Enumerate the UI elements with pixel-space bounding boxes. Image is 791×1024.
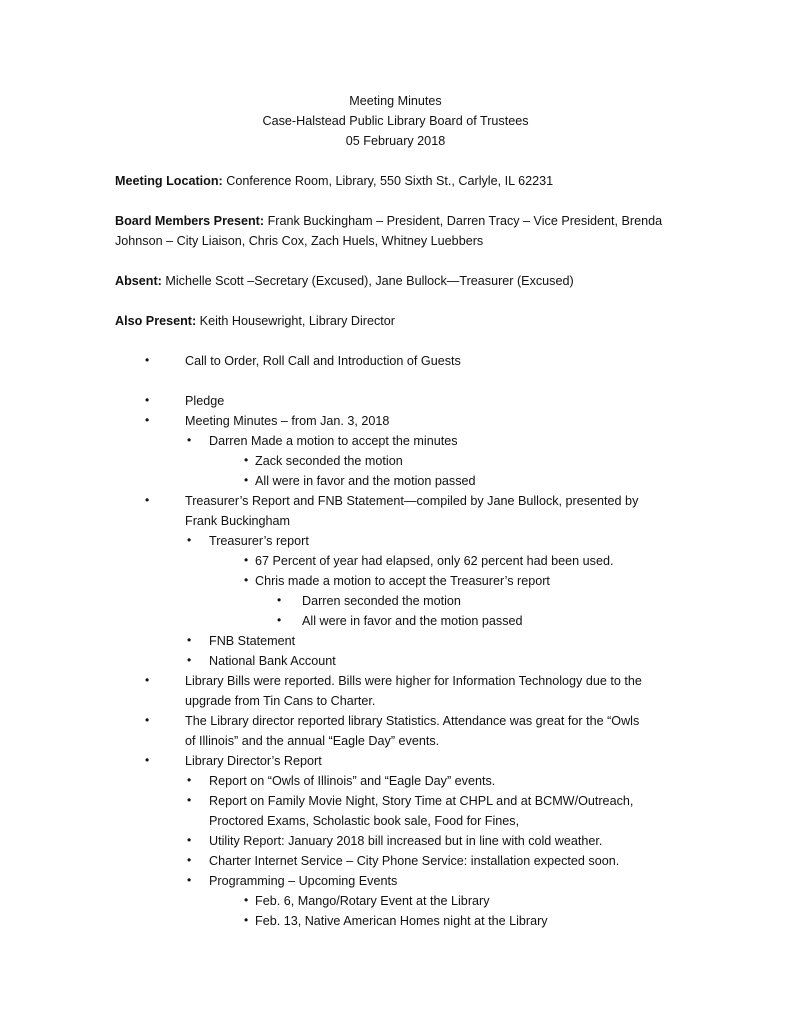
bullet-icon: • bbox=[187, 773, 192, 787]
agenda-item: of Illinois” and the annual “Eagle Day” events. bbox=[185, 734, 440, 748]
agenda-item: Library Bills were reported. Bills were higher for Information Technology due to the bbox=[185, 674, 642, 688]
bullet-icon: • bbox=[244, 453, 249, 467]
agenda-item: Feb. 13, Native American Homes night at the Library bbox=[255, 914, 548, 928]
agenda-item: Treasurer’s Report and FNB Statement—compiled by Jane Bullock, presented by bbox=[185, 494, 639, 508]
bullet-icon: • bbox=[277, 613, 282, 627]
bullet-icon: • bbox=[145, 353, 150, 367]
bullet-icon: • bbox=[187, 873, 192, 887]
members-present bbox=[115, 214, 662, 228]
absent-members bbox=[115, 274, 574, 288]
bullet-icon: • bbox=[145, 753, 150, 767]
present-label: Board Members Present: bbox=[115, 214, 265, 228]
also-present-label: Also Present: bbox=[115, 314, 197, 328]
bullet-icon: • bbox=[244, 553, 249, 567]
meeting-location bbox=[115, 174, 553, 188]
absent-label: Absent: bbox=[115, 274, 162, 288]
bullet-icon: • bbox=[187, 793, 192, 807]
agenda-item: Utility Report: January 2018 bill increased but in line with cold weather. bbox=[209, 834, 603, 848]
agenda-item: Frank Buckingham bbox=[185, 514, 290, 528]
bullet-icon: • bbox=[277, 593, 282, 607]
bullet-icon: • bbox=[187, 433, 192, 447]
agenda-item: All were in favor and the motion passed bbox=[302, 614, 523, 628]
agenda-item: upgrade from Tin Cans to Charter. bbox=[185, 694, 376, 708]
also-present bbox=[115, 314, 395, 328]
bullet-icon: • bbox=[187, 833, 192, 847]
bullet-icon: • bbox=[187, 653, 192, 667]
location-label: Meeting Location: bbox=[115, 174, 223, 188]
bullet-icon: • bbox=[145, 673, 150, 687]
bullet-icon: • bbox=[187, 853, 192, 867]
agenda-item: National Bank Account bbox=[209, 654, 336, 668]
also-present-value: Keith Housewright, Library Director bbox=[196, 314, 395, 328]
present-value: Frank Buckingham – President, Darren Tracy – Vice President, Brenda bbox=[264, 214, 663, 228]
bullet-icon: • bbox=[187, 533, 192, 547]
bullet-icon: • bbox=[145, 413, 150, 427]
agenda-item: The Library director reported library Statistics. Attendance was great for the “Owls bbox=[185, 714, 640, 728]
bullet-icon: • bbox=[244, 473, 249, 487]
agenda-item: Pledge bbox=[185, 394, 225, 408]
agenda-item: Feb. 6, Mango/Rotary Event at the Library bbox=[255, 894, 490, 908]
meeting-date: 05 February 2018 bbox=[345, 134, 446, 148]
agenda-item: Proctored Exams, Scholastic book sale, Food for Fines, bbox=[209, 814, 520, 828]
agenda-item: Report on “Owls of Illinois” and “Eagle Day” events. bbox=[209, 774, 496, 788]
bullet-icon: • bbox=[145, 713, 150, 727]
absent-value: Michelle Scott –Secretary (Excused), Jane Bullock—Treasurer (Excused) bbox=[161, 274, 574, 288]
agenda-item: Report on Family Movie Night, Story Time at CHPL and at BCMW/Outreach, bbox=[209, 794, 634, 808]
bullet-icon: • bbox=[244, 573, 249, 587]
agenda-item: Library Director’s Report bbox=[185, 754, 322, 768]
members-present-cont: Johnson – City Liaison, Chris Cox, Zach Huels, Whitney Luebbers bbox=[115, 234, 484, 248]
agenda-item: Zack seconded the motion bbox=[255, 454, 403, 468]
bullet-icon: • bbox=[145, 393, 150, 407]
organization-name: Case-Halstead Public Library Board of Trustees bbox=[262, 114, 529, 128]
bullet-icon: • bbox=[244, 893, 249, 907]
agenda-item: FNB Statement bbox=[209, 634, 296, 648]
location-value: Conference Room, Library, 550 Sixth St., Carlyle, IL 62231 bbox=[222, 174, 554, 188]
agenda-item: Charter Internet Service – City Phone Service: installation expected soon. bbox=[209, 854, 620, 868]
bullet-icon: • bbox=[145, 493, 150, 507]
agenda-item: Programming – Upcoming Events bbox=[209, 874, 398, 888]
agenda-item: Darren Made a motion to accept the minutes bbox=[209, 434, 458, 448]
agenda-item: 67 Percent of year had elapsed, only 62 percent had been used. bbox=[255, 554, 614, 568]
agenda-item: Treasurer’s report bbox=[209, 534, 309, 548]
agenda-item: Darren seconded the motion bbox=[302, 594, 461, 608]
agenda-item: All were in favor and the motion passed bbox=[255, 474, 476, 488]
document-title: Meeting Minutes bbox=[349, 94, 442, 108]
bullet-icon: • bbox=[187, 633, 192, 647]
agenda-item: Chris made a motion to accept the Treasurer’s report bbox=[255, 574, 550, 588]
agenda-item: Call to Order, Roll Call and Introduction of Guests bbox=[185, 354, 461, 368]
bullet-icon: • bbox=[244, 913, 249, 927]
agenda-item: Meeting Minutes – from Jan. 3, 2018 bbox=[185, 414, 390, 428]
